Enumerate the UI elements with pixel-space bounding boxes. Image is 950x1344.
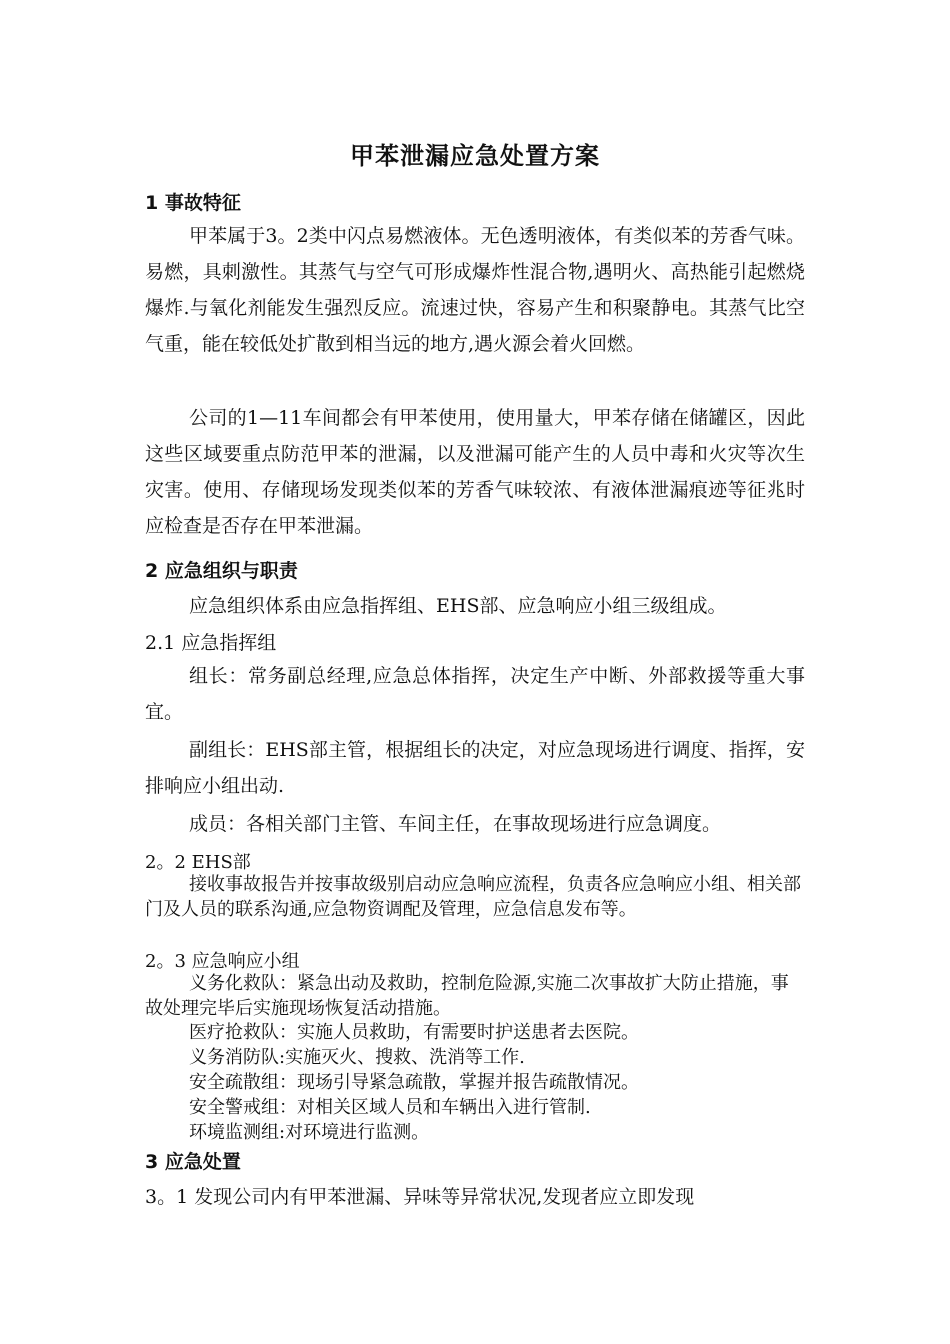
subsection-2-1-heading: 2.1 应急指挥组 — [145, 632, 277, 654]
command-leader: 组长：常务副总经理,应急总体指挥，决定生产中断、外部救援等重大事宜。 — [145, 665, 805, 723]
command-deputy: 副组长：EHS部主管，根据组长的决定，对应急现场进行调度、指挥，安排响应小组出动. — [145, 739, 805, 797]
section-1-paragraph-2: 公司的1—11车间都会有甲苯使用，使用量大，甲苯存储在储罐区，因此这些区域要重点防范甲苯的泄漏，以及泄漏可能产生的人员中毒和火灾等次生灾害。使用、存储现场发现类似苯的芳香气味较浓、有液体泄漏痕迹等征兆时应检查是否存在甲苯泄漏。 — [145, 407, 805, 537]
section-1-heading: 1 事故特征 — [145, 192, 241, 214]
team-evacuation: 安全疏散组：现场引导紧急疏散，掌握并报告疏散情况。 — [189, 1072, 639, 1093]
team-fire: 义务消防队:实施灭火、搜救、洗消等工作. — [189, 1047, 525, 1068]
command-members: 成员：各相关部门主管、车间主任，在事故现场进行应急调度。 — [189, 813, 722, 835]
section-3-1-text: 3。1 发现公司内有甲苯泄漏、异味等异常状况,发现者应立即发现 — [145, 1186, 695, 1208]
subsection-2-3-heading: 2。3 应急响应小组 — [145, 951, 300, 972]
team-monitoring: 环境监测组:对环境进行监测。 — [189, 1122, 430, 1143]
section-1-paragraph-1: 甲苯属于3。2类中闪点易燃液体。无色透明液体，有类似苯的芳香气味。易燃，具刺激性。其蒸气与空气可形成爆炸性混合物,遇明火、高热能引起燃烧爆炸.与氧化剂能发生强烈反应。流速过快，容易产生和积聚静电。其蒸气比空气重，能在较低处扩散到相当远的地方,遇火源会着火回燃。 — [145, 225, 805, 355]
section-2-heading: 2 应急组织与职责 — [145, 560, 298, 582]
subsection-2-2-heading: 2。2 EHS部 — [145, 852, 251, 873]
team-medical: 医疗抢救队：实施人员救助，有需要时护送患者去医院。 — [189, 1022, 639, 1043]
document-title: 甲苯泄漏应急处置方案 — [350, 142, 600, 170]
ehs-duties: 接收事故报告并按事故级别启动应急响应流程，负责各应急响应小组、相关部门及人员的联系沟通,应急物资调配及管理，应急信息发布等。 — [145, 874, 801, 920]
section-3-heading: 3 应急处置 — [145, 1151, 241, 1173]
section-2-intro: 应急组织体系由应急指挥组、EHS部、应急响应小组三级组成。 — [189, 595, 727, 617]
team-rescue: 义务化救队：紧急出动及救助，控制危险源,实施二次事故扩大防止措施，事故处理完毕后实施现场恢复活动措施。 — [145, 973, 789, 1019]
team-guard: 安全警戒组：对相关区域人员和车辆出入进行管制. — [189, 1097, 591, 1118]
